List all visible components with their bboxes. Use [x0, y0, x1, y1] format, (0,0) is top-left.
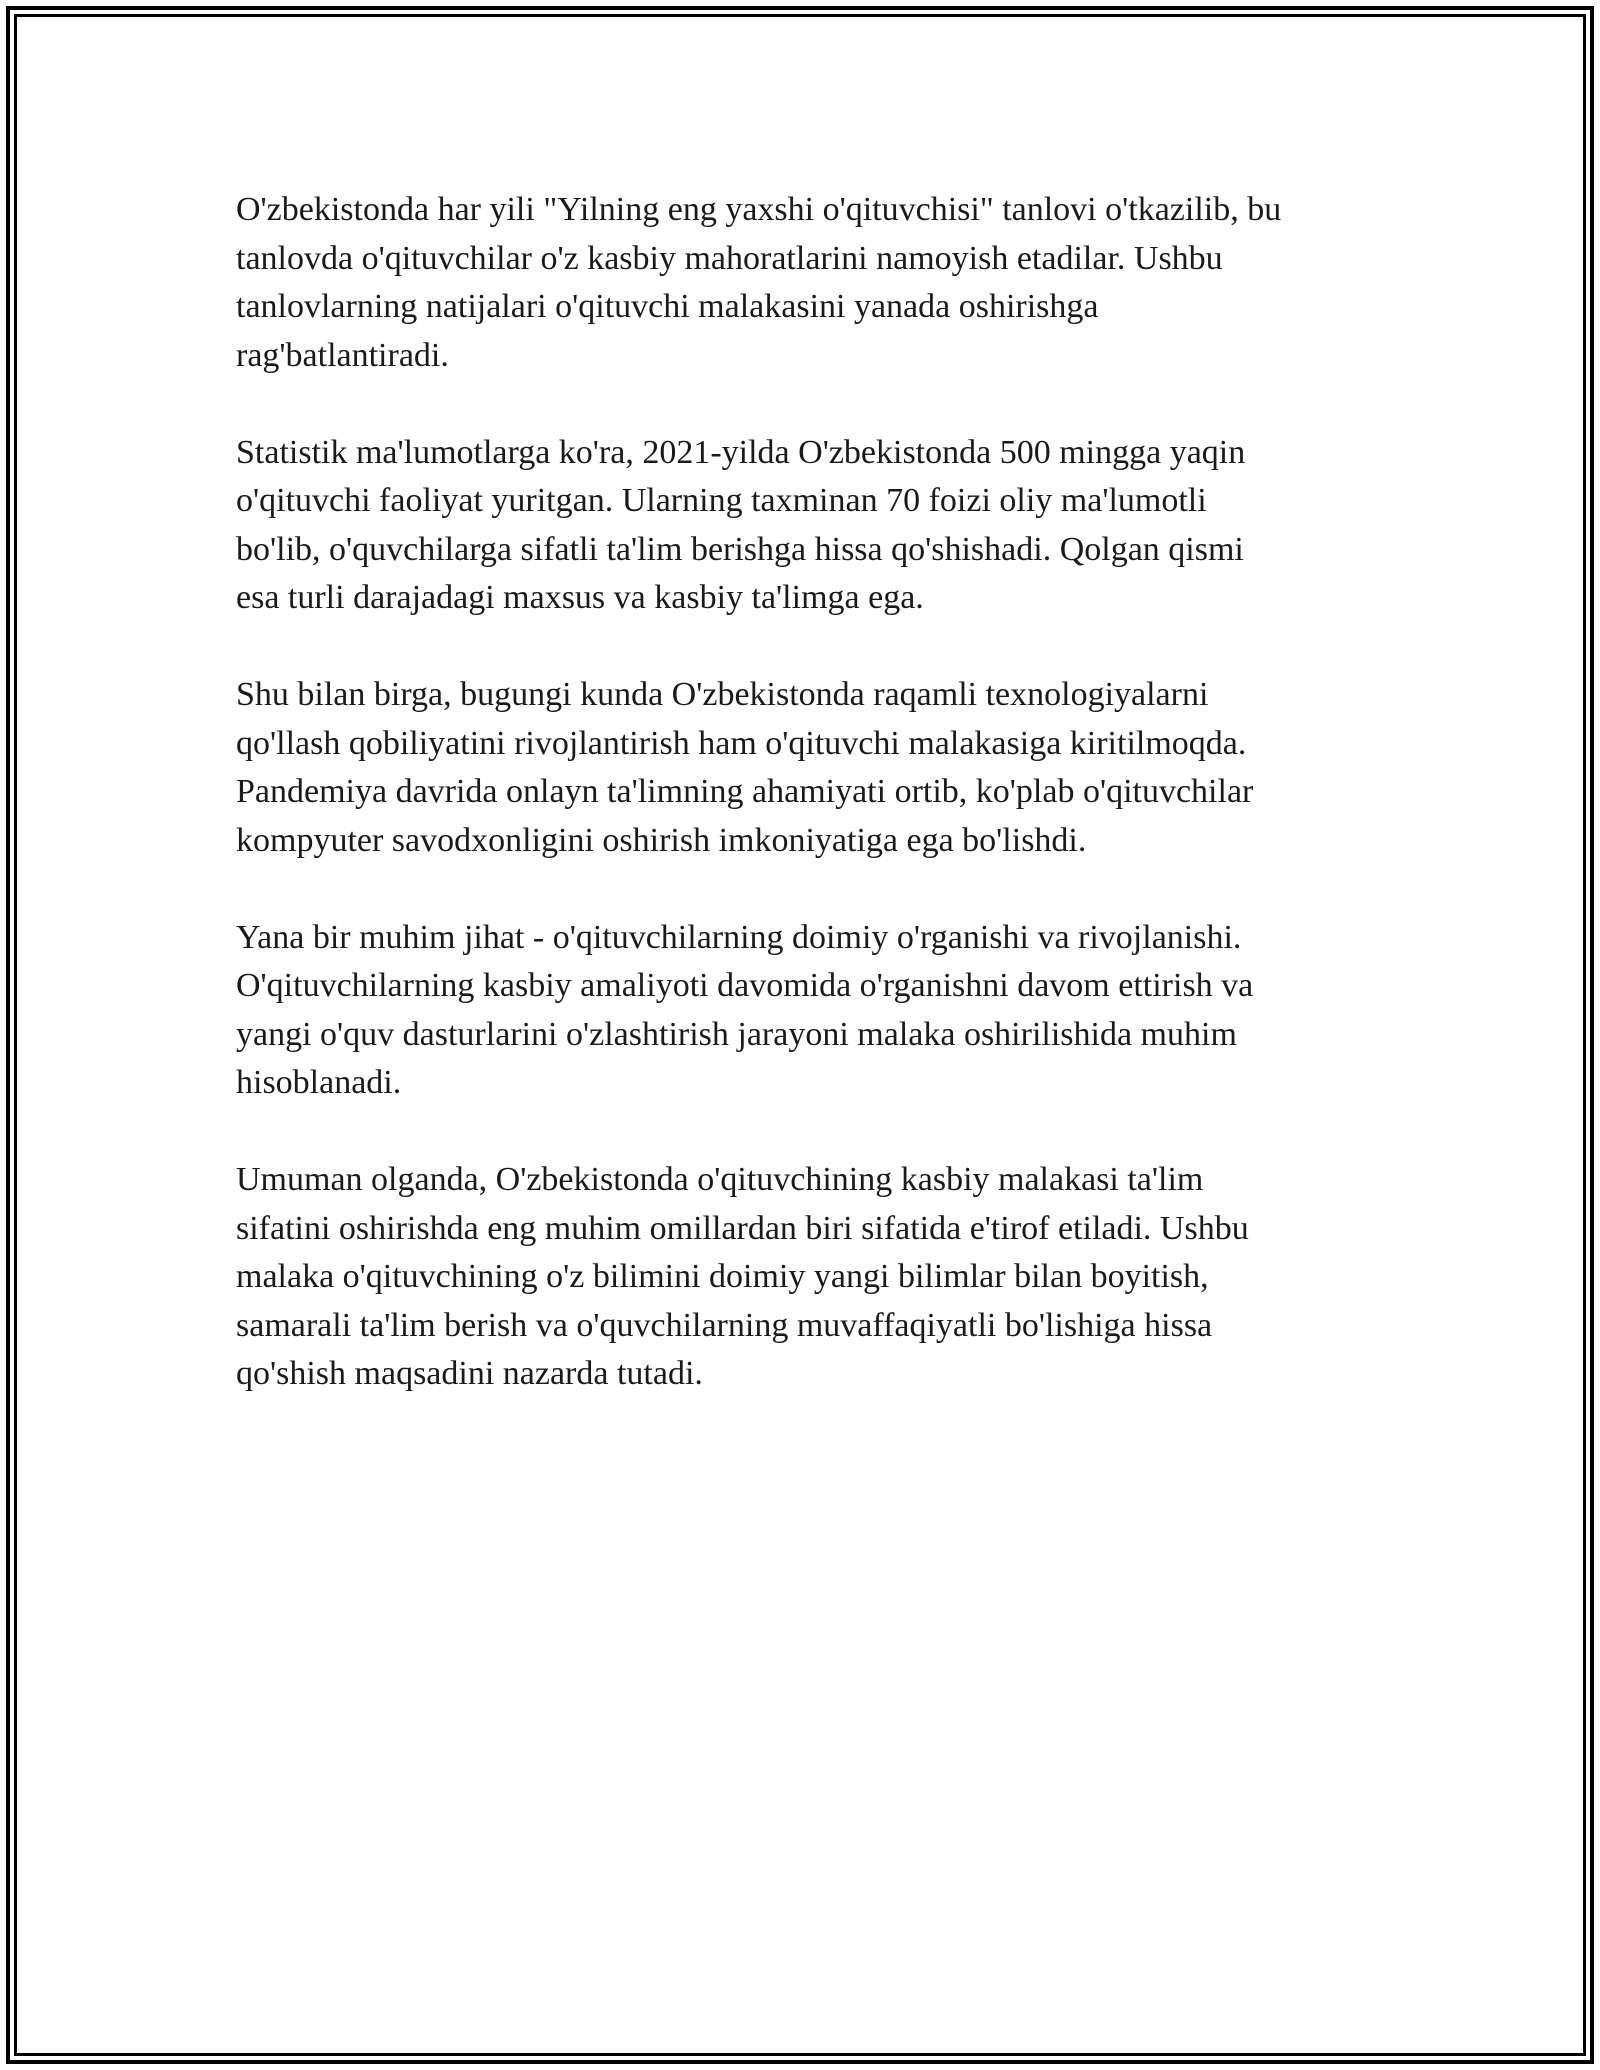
- document-body: [236, 186, 1376, 1447]
- paragraph-statistics: Statistik ma'lumotlarga ko'ra, 2021-yilda O'zbekistonda 500 mingga yaqin o'qituvchi faoliyat yuritgan. Ularning taxminan 70 foizi oliy ma'lumotli bo'lib, o'quvchilarga sifatli ta'lim berishga hissa qo'shishadi. Qolgan qismi esa turli darajadagi maxsus va kasbiy ta'limga ega.: [236, 433, 1246, 616]
- paragraph-conclusion: Umuman olganda, O'zbekistonda o'qituvchining kasbiy malakasi ta'lim sifatini oshirishda eng muhim omillardan biri sifatida e'tirof etiladi. Ushbu malaka o'qituvchining o'z bilimini doimiy yangi bilimlar bilan boyitish, samarali ta'lim berish va o'quvchilarning muvaffaqiyatli bo'lishiga hissa qo'shish maqsadini nazarda tutadi.: [236, 1161, 1249, 1392]
- paragraph-digital-skills: Shu bilan birga, bugungi kunda O'zbekistonda raqamli texnologiyalarni qo'llash qobiliyatini rivojlantirish ham o'qituvchi malakasiga kiritilmoqda. Pandemiya davrida onlayn ta'limning ahamiyati ortib, ko'plab o'qituvchilar kompyuter savodxonligini oshirish imkoniyatiga ega bo'lishdi.: [236, 676, 1254, 859]
- paragraph-continuous-learning: Yana bir muhim jihat - o'qituvchilarning doimiy o'rganishi va rivojlanishi. O'qituvchilarning kasbiy amaliyoti davomida o'rganishni davom ettirish va yangi o'quv dasturlarini o'zlashtirish jarayoni malaka oshirilishida muhim hisoblanadi.: [236, 918, 1254, 1101]
- paragraph-teacher-contest: O'zbekistonda har yili "Yilning eng yaxshi o'qituvchisi" tanlovi o'tkazilib, bu tanlovda o'qituvchilar o'z kasbiy mahoratlarini namoyish etadilar. Ushbu tanlovlarning natijalari o'qituvchi malakasini yanada oshirishga rag'batlantiradi.: [236, 191, 1282, 374]
